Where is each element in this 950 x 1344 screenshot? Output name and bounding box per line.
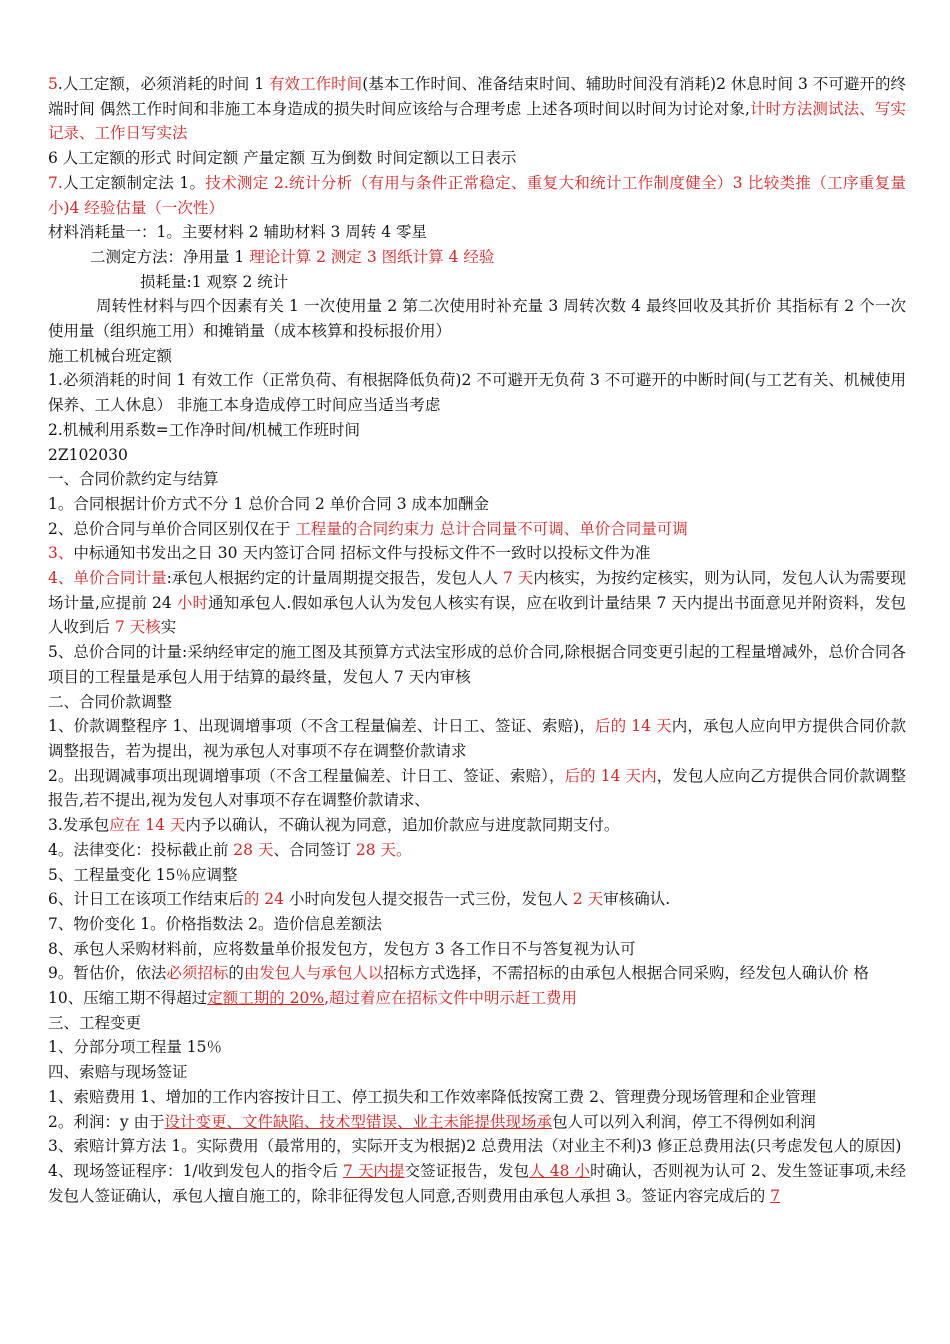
body-text: 3.发承包 [48, 816, 110, 835]
document-line [48, 443, 906, 468]
document-line [48, 863, 906, 888]
document-line [48, 541, 906, 566]
body-text: 2。利润：y 由于 [48, 1112, 165, 1131]
body-text: 时确认，否则视为认可 2、发生签证事项,未经发包人签证确认，承包人擅自施工的，除非征得发包人同意,否则费用由承包人承担 3。签证内容完成后的 [48, 1161, 907, 1205]
document-line [48, 1085, 906, 1110]
body-text: 10、压缩工期不得超过 [48, 989, 208, 1008]
highlighted-text: 由发包人与承包人以 [243, 964, 384, 983]
document-line [48, 1035, 906, 1060]
document-line [48, 294, 906, 343]
document-line [48, 764, 906, 813]
document-line [48, 220, 906, 245]
highlighted-text: 5 [48, 75, 58, 93]
body-text: 通知承包人.假如承包人认为发包人核实有误，应在收到计量结果 7 天内提出书面意见并附资料，发包人收到后 [48, 593, 906, 637]
highlighted-text: 7 天 [502, 569, 534, 588]
body-text: 1、索赔费用 1、增加的工作内容按计日工、停工损失和工作效率降低按窝工费 2、管理费分现场管理和企业管理 [48, 1087, 816, 1106]
highlighted-text: 7. [48, 173, 63, 192]
body-text: 招标方式选择，不需招标的由承包人根据合同采购，经发包人确认价 格 [383, 964, 869, 983]
highlighted-text: 定额工期的 20% [207, 989, 325, 1008]
highlighted-text: 28 天 [233, 840, 274, 859]
document-line [48, 245, 906, 270]
highlighted-text: 有效工作时间 [269, 75, 363, 93]
body-text: 7、物价变化 1。价格指数法 2。造价信息差额法 [48, 914, 382, 933]
highlighted-text: 工程量的合同约束力 总计合同量不可调、单价合同量可调 [295, 519, 688, 538]
body-text: 人工定额制定法 1。 [62, 173, 206, 192]
highlighted-text: 7 天内提 [342, 1161, 405, 1180]
document-line [48, 714, 906, 763]
body-text: 3、索赔计算方法 1。实际费用（最常用的，实际开支为根据)2 总费用法（对业主不利)3 修正总费用法(只考虑发包人的原因) [48, 1137, 902, 1156]
body-text: 内核实，为按约定核实，则为认同，发包人认为需要现场计量,应提前 24 [48, 569, 906, 612]
body-text: 4。法律变化：投标截止前 [48, 840, 234, 859]
document-line [48, 566, 906, 640]
highlighted-text: 后的 14 天内 [564, 766, 657, 785]
body-text: 三、工程变更 [48, 1013, 142, 1032]
body-text: 1、分部分项工程量 15％ [48, 1038, 223, 1057]
document-line [48, 813, 906, 838]
highlighted-text: 设计变更、文件缺陷、技术型错误、业主未能提供现场承 [164, 1112, 553, 1131]
body-text: 、合同签订 [273, 840, 356, 859]
document-line [48, 492, 906, 517]
document-line [48, 517, 906, 542]
highlighted-text: 2 天 [572, 890, 604, 909]
body-text: .人工定额，必须消耗的时间 1 [57, 75, 270, 93]
body-text: 内，承包人应向甲方提供合同价款调整报告，若为提出，视为承包人对事项不存在调整价款请求 [48, 717, 907, 760]
body-text: (基本工作时间、准备结束时间、辅助时间没有消耗)2 休息时间 3 不可避开的终端时间 偶然工作时间和非施工本身造成的损失时间应该给与合理考虑 上述各项时间以时间为讨论对象, [48, 75, 906, 118]
body-text: 中标通知书发出之日 30 天内签订合同 招标文件与投标文件不一致时以投标文件为准 [73, 544, 651, 563]
body-text: 8、承包人采购材料前，应将数量单价报发包方，发包方 3 各工作日不与答复视为认可 [48, 939, 636, 958]
document-line [48, 887, 906, 912]
highlighted-text: 必须招标 [166, 964, 229, 983]
body-text: 5、总价合同的计量:采纳经审定的施工图及其预算方式法宝形成的总价合同,除根据合同变更引起的工程量增减外，总价合同各项目的工程量是承包人用于结算的最终量，发包人 7 天内审核 [48, 643, 906, 686]
document-line [48, 467, 906, 492]
body-text: 1。合同根据计价方式不分 1 总价合同 2 单价合同 3 成本加酬金 [48, 494, 490, 513]
body-text: 施工机械台班定额 [48, 346, 173, 365]
highlighted-text: 计时方法测试法、写实记录、工作日写实法 [48, 99, 906, 143]
highlighted-text: 小时 [176, 593, 209, 612]
body-text: 2、总价合同与单价合同区别仅在于 [48, 519, 296, 538]
body-text: 5、工程量变化 15％应调整 [48, 865, 238, 884]
body-text: 周转性材料与四个因素有关 1 一次使用量 2 第二次使用时补充量 3 周转次数 4 最终回收及其折价 其指标有 2 个一次使用量（组织施工用）和摊销量（成本核算和投标报价用） [48, 297, 906, 341]
body-text: 一、合同价款约定与结算 [48, 470, 219, 489]
highlighted-text: 人 48 小 [529, 1161, 591, 1180]
body-text: 9。暂估价，依法 [48, 964, 167, 983]
document-line [48, 270, 906, 295]
body-text: 包人可以列入利润，停工不得例如利润 [552, 1112, 816, 1131]
document-line [48, 146, 906, 171]
document-line [48, 640, 906, 689]
body-text: 1.必须消耗的时间 1 有效工作（正常负荷、有根据降低负荷)2 不可避开无负荷 3 不可避开的中断时间(与工艺有关、机械使用保养、工人休息） 非施工本身造成停工时间应当适当考虑 [48, 371, 906, 415]
highlighted-text: 3、 [48, 544, 74, 563]
body-text: :承包人根据约定的计量周期提交报告，发包人人 [166, 569, 503, 588]
body-text: 交签证报告，发包 [404, 1161, 530, 1180]
body-text: 的 [228, 964, 244, 983]
document-line [48, 1011, 906, 1036]
document-line [48, 1134, 906, 1159]
body-text: 2Z102030 [48, 445, 128, 464]
highlighted-text: 28 天。 [355, 840, 412, 859]
highlighted-text: 4、单价合同计量 [48, 569, 167, 588]
document-line [48, 961, 906, 986]
document-line [48, 838, 906, 863]
document-line [48, 344, 906, 369]
document-line [48, 690, 906, 715]
body-text: 二、合同价款调整 [48, 692, 173, 711]
highlighted-text: 后的 14 天 [594, 717, 672, 736]
document-line [48, 986, 906, 1011]
document-line [48, 912, 906, 937]
document-line [48, 418, 906, 443]
body-text: 损耗量:1 观察 2 统计 [140, 272, 289, 291]
document-line [48, 171, 906, 220]
highlighted-text: ,超过着应在招标文件中明示赶工费用 [324, 989, 578, 1008]
document-line [48, 368, 906, 417]
body-text: 材料消耗量一：1。主要材料 2 辅助材料 3 周转 4 零星 [48, 223, 428, 242]
highlighted-text: 理论计算 2 测定 3 图纸计算 4 经验 [249, 247, 495, 266]
document-line [48, 72, 906, 146]
body-text: 审核确认. [603, 890, 671, 909]
body-text: 2。出现调减事项出现调增事项（不含工程量偏差、计日工、签证、索赔）， [48, 766, 565, 785]
body-text: 四、索赔与现场签证 [48, 1063, 188, 1082]
body-text: 4、现场签证程序：1/收到发包人的指令后 [48, 1161, 343, 1180]
body-text: 小时向发包人提交报告一式三份，发包人 [284, 890, 573, 909]
highlighted-text: 应在 14 天 [109, 816, 186, 835]
body-text: 6、计日工在该项工作结束后 [48, 890, 244, 909]
highlighted-text: 的 24 [243, 890, 285, 909]
highlighted-text: 7 [770, 1186, 781, 1205]
body-text: 6 人工定额的形式 时间定额 产量定额 互为倒数 时间定额以工日表示 [48, 149, 517, 168]
document-line [48, 1110, 906, 1135]
body-text: 1、价款调整程序 1、出现调增事项（不含工程量偏差、计日工、签证、索赔)， [48, 717, 595, 736]
body-text: 二测定方法：净用量 1 [90, 247, 250, 266]
body-text: 内予以确认，不确认视为同意，追加价款应与进度款同期支付。 [185, 816, 620, 835]
body-text: 2.机械利用系数=工作净时间/机械工作班时间 [48, 420, 360, 439]
document-line [48, 1060, 906, 1085]
document-line [48, 1159, 906, 1208]
body-text: ，发包人应向乙方提供合同价款调整报告,若不提出,视为发包人对事项不存在调整价款请求、 [48, 766, 906, 810]
document-line [48, 937, 906, 962]
highlighted-text: 7 天核 [114, 618, 161, 637]
body-text: 实 [160, 618, 177, 637]
document-page [48, 72, 906, 1208]
highlighted-text: 技术测定 2.统计分析（有用与条件正常稳定、重复大和统计工作制度健全）3 比较类推（工序重复量小)4 经验估量（一次性） [48, 173, 906, 217]
